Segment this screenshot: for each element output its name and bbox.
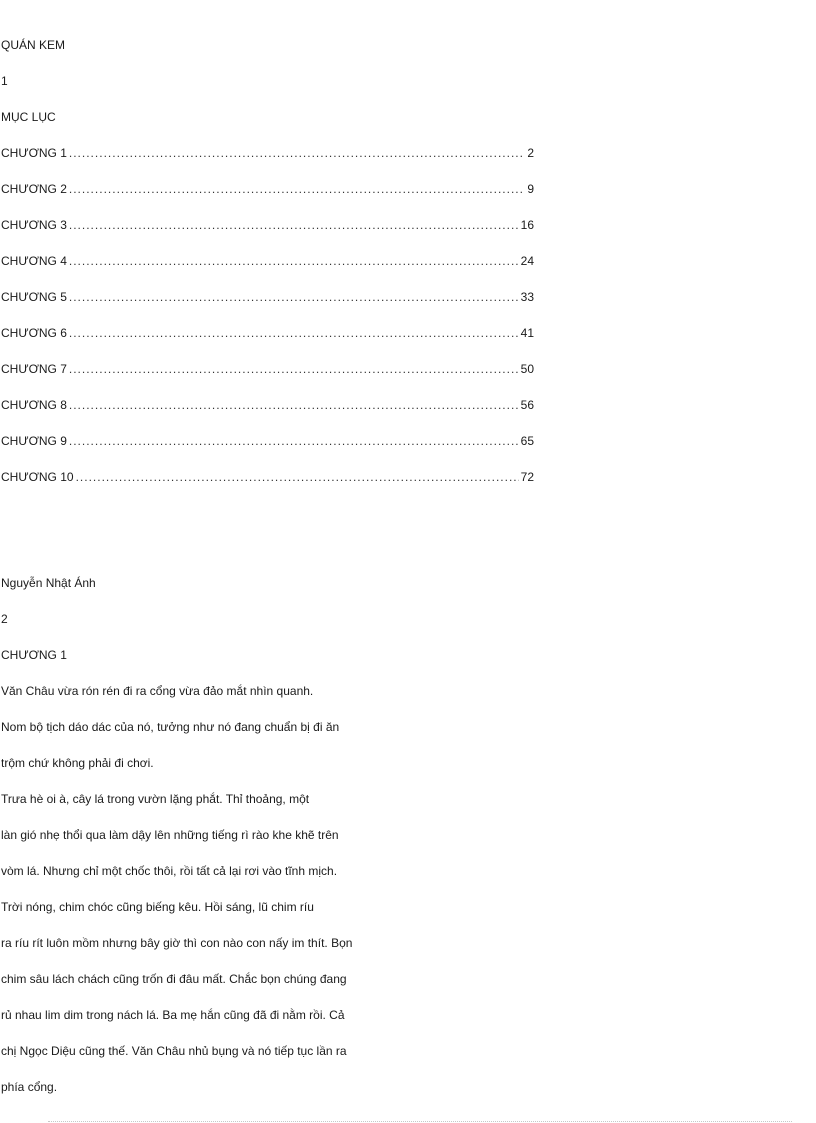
toc-entry-label: CHƯƠNG 7 [1, 362, 67, 376]
toc-entry[interactable] [1, 217, 534, 233]
toc-entry-label: CHƯƠNG 2 [1, 182, 67, 196]
text-line: Trời nóng, chim chóc cũng biếng kêu. Hồi sáng, lũ chim ríu [1, 900, 314, 914]
toc-entry-label: CHƯƠNG 9 [1, 434, 67, 448]
toc-entry-page: 33 [520, 290, 534, 304]
toc-leader-dots [69, 361, 519, 377]
toc-entry-page: 65 [520, 434, 534, 448]
toc-entry-label: CHƯƠNG 1 [1, 146, 67, 160]
toc-entry[interactable] [1, 181, 534, 197]
page-number: 2 [1, 612, 8, 626]
book-title: QUÁN KEM [1, 38, 66, 52]
toc-leader-dots [69, 253, 519, 269]
toc-entry-page: 41 [520, 326, 534, 340]
chapter-title: CHƯƠNG 1 [1, 648, 67, 662]
toc-entry-page: 72 [520, 470, 534, 484]
toc-entry-label: CHƯƠNG 6 [1, 326, 67, 340]
text-line: trộm chứ không phải đi chơi. [1, 756, 154, 770]
toc-entry[interactable] [1, 289, 534, 305]
toc-entry[interactable] [1, 325, 534, 341]
toc-leader-dots [69, 433, 519, 449]
toc-leader-dots [69, 217, 519, 233]
page-bottom-divider [48, 1121, 792, 1122]
toc-entry-label: CHƯƠNG 3 [1, 218, 67, 232]
text-line: ra ríu rít luôn mồm nhưng bây giờ thì con nào con nấy im thít. Bọn [1, 936, 353, 950]
toc-heading: MỤC LỤC [1, 110, 56, 124]
toc-entry[interactable] [1, 145, 534, 161]
text-line: phía cổng. [1, 1080, 58, 1094]
toc-entry-page: 9 [527, 182, 534, 196]
text-line: chị Ngọc Diệu cũng thế. Văn Châu nhủ bụng và nó tiếp tục lần ra [1, 1044, 347, 1058]
toc-entry-page: 2 [527, 146, 534, 160]
text-line: vòm lá. Nhưng chỉ một chốc thôi, rồi tất cả lại rơi vào tĩnh mịch. [1, 864, 338, 878]
text-line: làn gió nhẹ thổi qua làm dậy lên những tiếng rì rào khe khẽ trên [1, 828, 339, 842]
toc-entry-page: 16 [520, 218, 534, 232]
toc-entry-label: CHƯƠNG 10 [1, 470, 74, 484]
text-line: rủ nhau lim dim trong nách lá. Ba mẹ hắn cũng đã đi nằm rồi. Cả [1, 1008, 345, 1022]
toc-leader-dots [69, 397, 519, 413]
text-line: Văn Châu vừa rón rén đi ra cổng vừa đảo mắt nhìn quanh. [1, 684, 314, 698]
toc-entry-label: CHƯƠNG 4 [1, 254, 67, 268]
toc-entry-page: 50 [520, 362, 534, 376]
toc-entry-label: CHƯƠNG 5 [1, 290, 67, 304]
toc-leader-dots [69, 181, 525, 197]
text-line: chim sâu lách chách cũng trốn đi đâu mất. Chắc bọn chúng đang [1, 972, 347, 986]
toc-entry[interactable] [1, 469, 534, 485]
toc-entry-page: 56 [520, 398, 534, 412]
author-name: Nguyễn Nhật Ánh [1, 576, 96, 590]
toc-entry[interactable] [1, 361, 534, 377]
toc-leader-dots [69, 289, 519, 305]
toc-entry[interactable] [1, 253, 534, 269]
toc-leader-dots [76, 469, 519, 485]
toc-entry-label: CHƯƠNG 8 [1, 398, 67, 412]
text-line: Trưa hè oi à, cây lá trong vườn lặng phắt. Thỉ thoảng, một [1, 792, 310, 806]
toc-entry[interactable] [1, 433, 534, 449]
toc-entry[interactable] [1, 397, 534, 413]
toc-entry-page: 24 [520, 254, 534, 268]
page-number: 1 [1, 74, 8, 88]
toc-leader-dots [69, 325, 519, 341]
toc-leader-dots [69, 145, 525, 161]
text-line: Nom bộ tịch dáo dác của nó, tưởng như nó đang chuẩn bị đi ăn [1, 720, 340, 734]
